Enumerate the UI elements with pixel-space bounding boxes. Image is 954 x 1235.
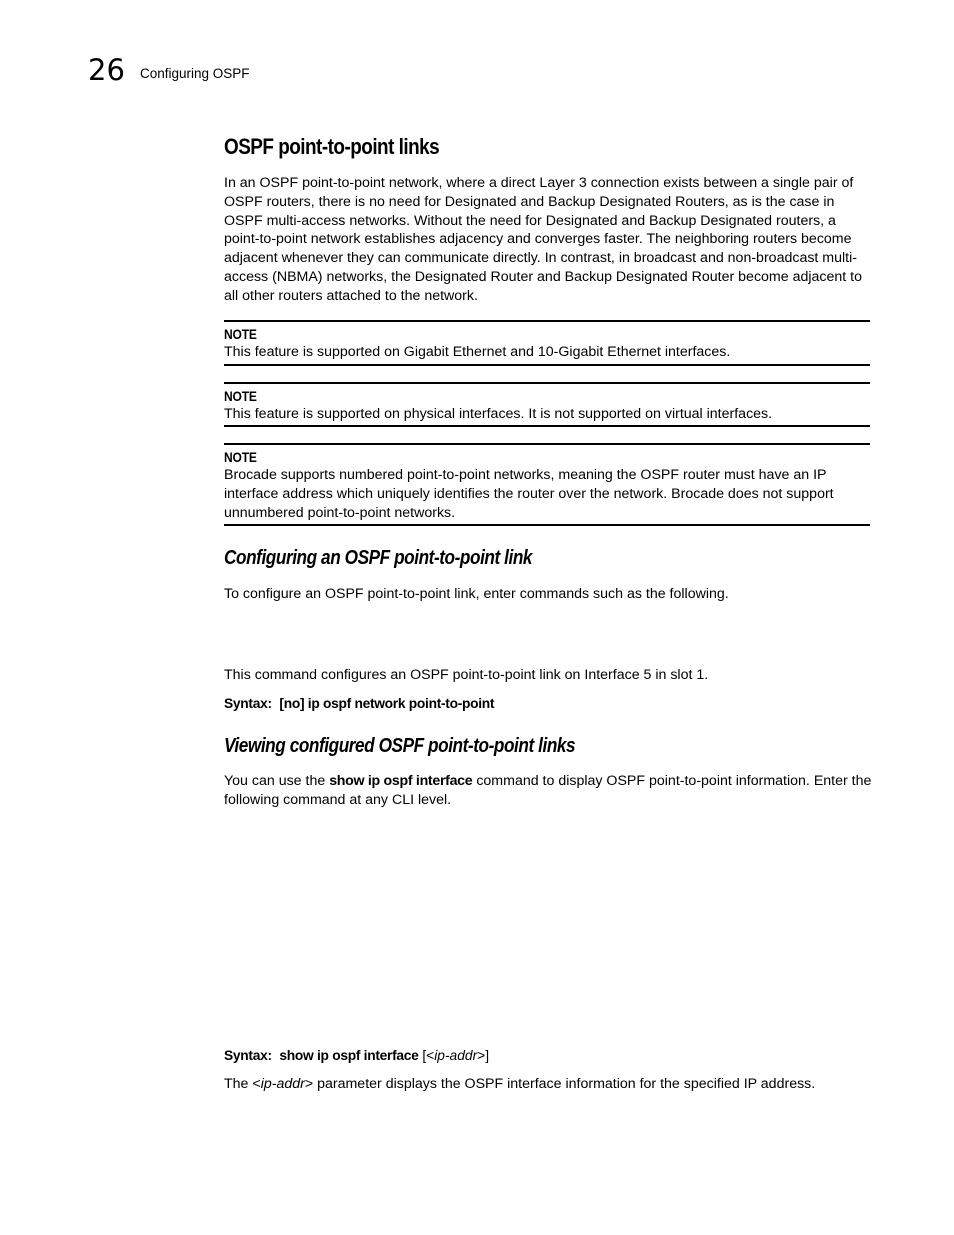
section-title: OSPF point-to-point links <box>224 134 440 159</box>
chapter-title: Configuring OSPF <box>140 66 250 81</box>
configure-syntax <box>224 695 494 713</box>
section-intro: In an OSPF point-to-point network, where a direct Layer 3 connection exists between a single pair of OSPF routers, there is no need for Designated and Backup Designated Routers, as is the case in OSPF multi-access networks. Without the need for Designated and Backup Designated routers, a point-to-point network establishes adjacency and converges faster. The neighboring routers become adjacent whenever they can communicate directly. In contrast, in broadcast and non-broadcast multi-access (NBMA) networks, the Designated Router and Backup Designated Router become adjacent to all other routers attached to the network. <box>224 175 862 304</box>
viewing-syntax: Syntax: show ip ospf interface [<ip-addr>] <box>224 1048 490 1063</box>
syntax-command: show ip ospf interface <box>279 1048 419 1063</box>
note-box-2 <box>224 382 870 427</box>
note-text: Brocade supports numbered point-to-point networks, meaning the OSPF router must have an IP interface address which uniquely identifies the router over the network. Brocade does not support unnumbered point-to-point networks. <box>224 467 834 521</box>
note-label: NOTE <box>224 326 257 342</box>
note-text: This feature is supported on physical interfaces. It is not supported on virtual interfaces. <box>224 406 773 422</box>
syntax-label: Syntax: <box>224 1048 272 1063</box>
configure-heading: Configuring an OSPF point-to-point link <box>224 547 533 569</box>
note-box-1 <box>224 320 870 366</box>
note-label: NOTE <box>224 449 257 465</box>
configure-intro: To configure an OSPF point-to-point link, enter commands such as the following. <box>224 586 729 602</box>
param-name: ip-addr <box>260 1076 305 1092</box>
note-text: This feature is supported on Gigabit Ethernet and 10-Gigabit Ethernet interfaces. <box>224 344 731 360</box>
viewing-intro: You can use the show ip ospf interface command to display OSPF point-to-point information. Enter the following command at any CLI level. <box>224 773 872 808</box>
syntax-param: ip-addr <box>434 1048 478 1063</box>
configure-description: This command configures an OSPF point-to-point link on Interface 5 in slot 1. <box>224 667 709 683</box>
syntax-command: [no] ip ospf network point-to-point <box>279 696 495 711</box>
viewing-heading: Viewing configured OSPF point-to-point links <box>224 735 576 757</box>
syntax-label: Syntax: <box>224 696 272 711</box>
note-label: NOTE <box>224 388 257 404</box>
note-box-3 <box>224 443 870 526</box>
command-name: show ip ospf interface <box>329 773 473 789</box>
parameter-description: The <ip-addr> parameter displays the OSPF interface information for the specified IP address. <box>224 1076 816 1092</box>
chapter-number: 26 <box>88 53 125 87</box>
